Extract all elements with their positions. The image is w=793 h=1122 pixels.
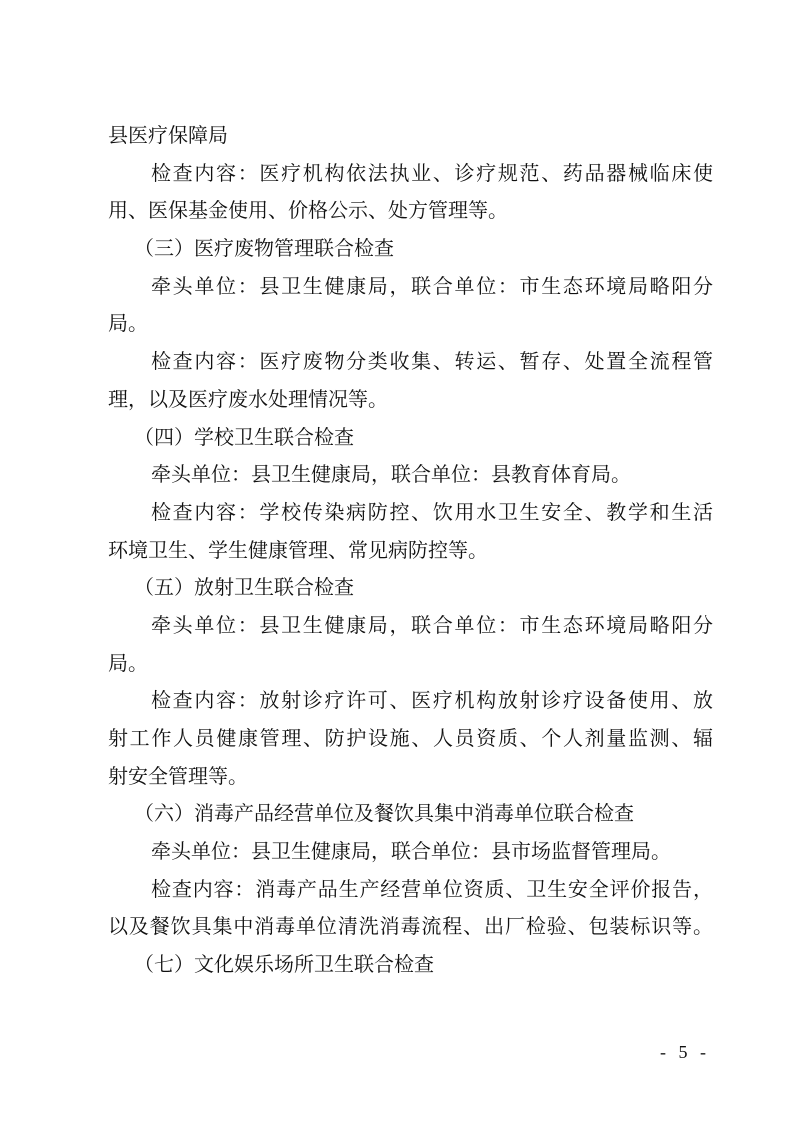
paragraph-line: 检查内容：学校传染病防控、饮用水卫生安全、教学和生活 [151, 499, 713, 524]
paragraph-line: 射安全管理等。 [108, 763, 248, 788]
paragraph-line: 局。 [108, 311, 148, 336]
paragraph-line: 检查内容：医疗机构依法执业、诊疗规范、药品器械临床使 [151, 160, 713, 185]
paragraph-line: 理，以及医疗废水处理情况等。 [108, 386, 388, 411]
paragraph-line: 射工作人员健康管理、防护设施、人员资质、个人剂量监测、辐 [108, 726, 713, 750]
paragraph-line: 检查内容：医疗废物分类收集、转运、暂存、处置全流程管 [151, 349, 713, 374]
section-heading: （六）消毒产品经营单位及餐饮具集中消毒单位联合检查 [134, 801, 634, 826]
section-heading: （三）医疗废物管理联合检查 [134, 236, 394, 261]
paragraph-line: 环境卫生、学生健康管理、常见病防控等。 [108, 537, 488, 562]
section-heading: （七）文化娱乐场所卫生联合检查 [134, 952, 434, 977]
paragraph-line: 检查内容：放射诊疗许可、医疗机构放射诊疗设备使用、放 [151, 688, 713, 713]
section-heading: （五）放射卫生联合检查 [134, 575, 354, 600]
section-heading: （四）学校卫生联合检查 [134, 424, 354, 449]
paragraph-line: 牵头单位：县卫生健康局，联合单位：市生态环境局略阳分 [151, 273, 713, 298]
paragraph-line: 牵头单位：县卫生健康局，联合单位：县教育体育局。 [151, 462, 631, 487]
page-number: - 5 - [660, 1042, 710, 1062]
paragraph-line: 县医疗保障局 [108, 123, 228, 147]
paragraph-line: 局。 [108, 650, 148, 675]
paragraph-line: 用、医保基金使用、价格公示、处方管理等。 [108, 198, 508, 223]
paragraph-line: 牵头单位：县卫生健康局，联合单位：县市场监督管理局。 [151, 839, 671, 864]
paragraph-line: 牵头单位：县卫生健康局，联合单位：市生态环境局略阳分 [151, 612, 713, 637]
paragraph-line: 以及餐饮具集中消毒单位清洗消毒流程、出厂检验、包装标识等。 [108, 914, 713, 939]
paragraph-line: 检查内容：消毒产品生产经营单位资质、卫生安全评价报告， [151, 876, 713, 901]
document-body [108, 117, 713, 984]
